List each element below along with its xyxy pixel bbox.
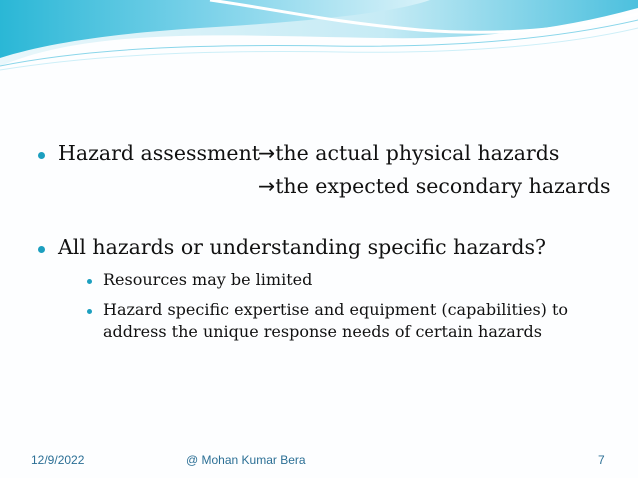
sub-bullet-text: address the unique response needs of certain hazards [103,322,542,341]
sub-bullet-dot [87,309,92,314]
arrow-line-text: the expected secondary hazards [275,174,611,198]
bullet-text: All hazards or understanding specific hazards? [58,235,547,259]
bullet-all-hazards [58,235,546,259]
footer-author: @ Mohan Kumar Bera [186,453,306,467]
bullet-text: Hazard assessment [58,141,261,165]
arrow-icon: → [258,141,276,165]
sub-bullet-text: Resources may be limited [103,270,313,289]
sub-bullet-expertise [103,300,568,319]
footer-page-number: 7 [598,453,605,467]
arrow-line-2 [258,174,611,198]
arrow-line-text: the actual physical hazards [275,141,560,165]
sub-bullet-resources [103,270,312,289]
sub-bullet-text: Hazard specific expertise and equipment (capabilities) to [103,300,569,319]
sub-bullet-dot [87,279,92,284]
bullet-dot [38,246,45,253]
sub-bullet-expertise-continuation [103,322,542,341]
bullet-hazard-assessment [58,141,260,165]
footer-date: 12/9/2022 [31,453,85,467]
bullet-dot [38,152,45,159]
arrow-line-1 [258,141,559,165]
arrow-icon: → [258,174,276,198]
